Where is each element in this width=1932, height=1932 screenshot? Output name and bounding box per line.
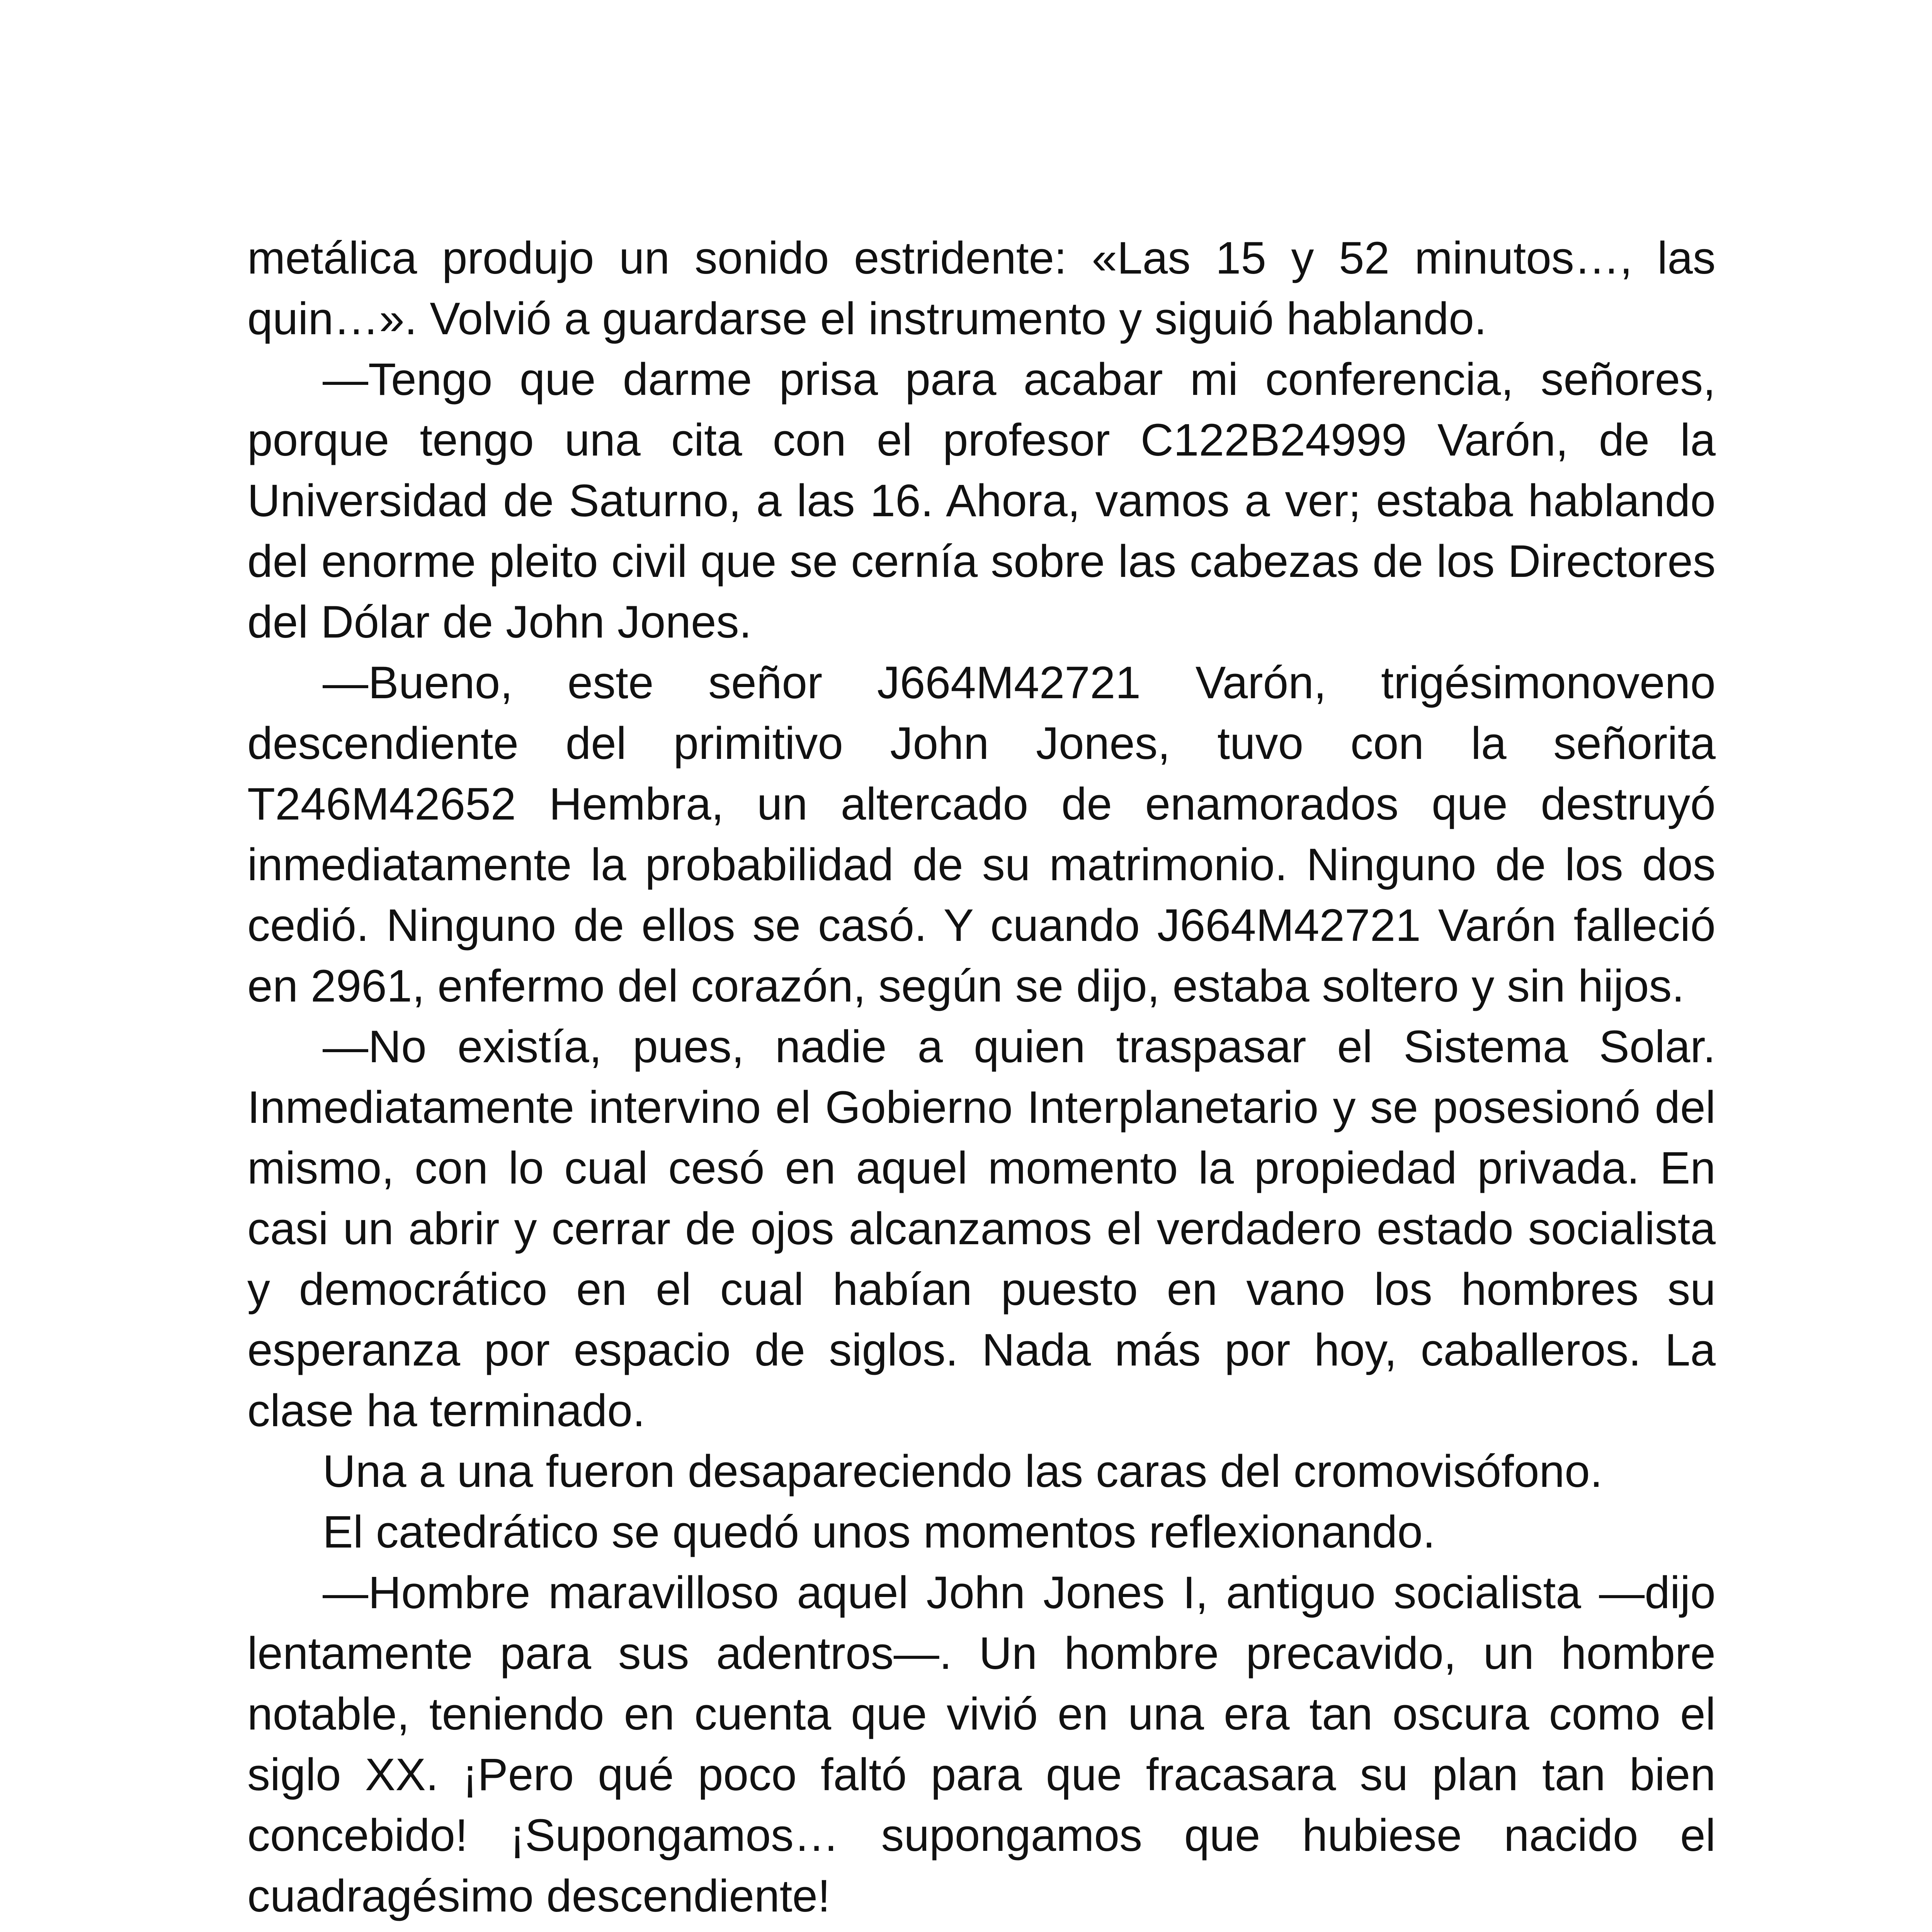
paragraph-7: —Hombre maravilloso aquel John Jones I, antiguo socialista —dijo lentamente para sus adentros—. Un hombre precavido, un hombre notable, teniendo en cuenta que vivió en una era tan oscura como el siglo XX. ¡Pero qué poco faltó para que fracasara su plan tan bien concebido! ¡Supongamos… supongamos que hubiese nacido el cuadragésimo descendiente! — [247, 1567, 1716, 1922]
paragraph-3: —Bueno, este señor J664M42721 Varón, trigésimonoveno descendiente del primitivo John Jones, tuvo con la señorita T246M42652 Hembra, un altercado de enamorados que destruyó inmediatamente la probabilidad de su matrimonio. Ninguno de los dos cedió. Ninguno de ellos se casó. Y cuando J664M42721 Varón falleció en 2961, enfermo del corazón, según se dijo, estaba soltero y sin hijos. — [247, 657, 1716, 1012]
body-text — [247, 228, 1716, 1927]
paragraph-5: Una a una fueron desapareciendo las caras del cromovisófono. — [323, 1446, 1603, 1497]
paragraph-4: —No existía, pues, nadie a quien traspasar el Sistema Solar. Inmediatamente intervino el Gobierno Interplanetario y se posesionó del mismo, con lo cual cesó en aquel momento la propiedad privada. En casi un abrir y cerrar de ojos alcanzamos el verdadero estado socialista y democrático en el cual habían puesto en vano los hombres su esperanza por espacio de siglos. Nada más por hoy, caballeros. La clase ha terminado. — [247, 1021, 1716, 1436]
paragraph-2: —Tengo que darme prisa para acabar mi conferencia, señores, porque tengo una cita con el profesor C122B24999 Varón, de la Universidad de Saturno, a las 16. Ahora, vamos a ver; estaba hablando del enorme pleito civil que se cernía sobre las cabezas de los Directores del Dólar de John Jones. — [247, 354, 1716, 648]
paragraph-6: El catedrático se quedó unos momentos reflexionando. — [323, 1507, 1435, 1558]
paragraph-1: metálica produjo un sonido estridente: «Las 15 y 52 minutos…, las quin…». Volvió a guardarse el instrumento y siguió hablando. — [247, 233, 1716, 344]
